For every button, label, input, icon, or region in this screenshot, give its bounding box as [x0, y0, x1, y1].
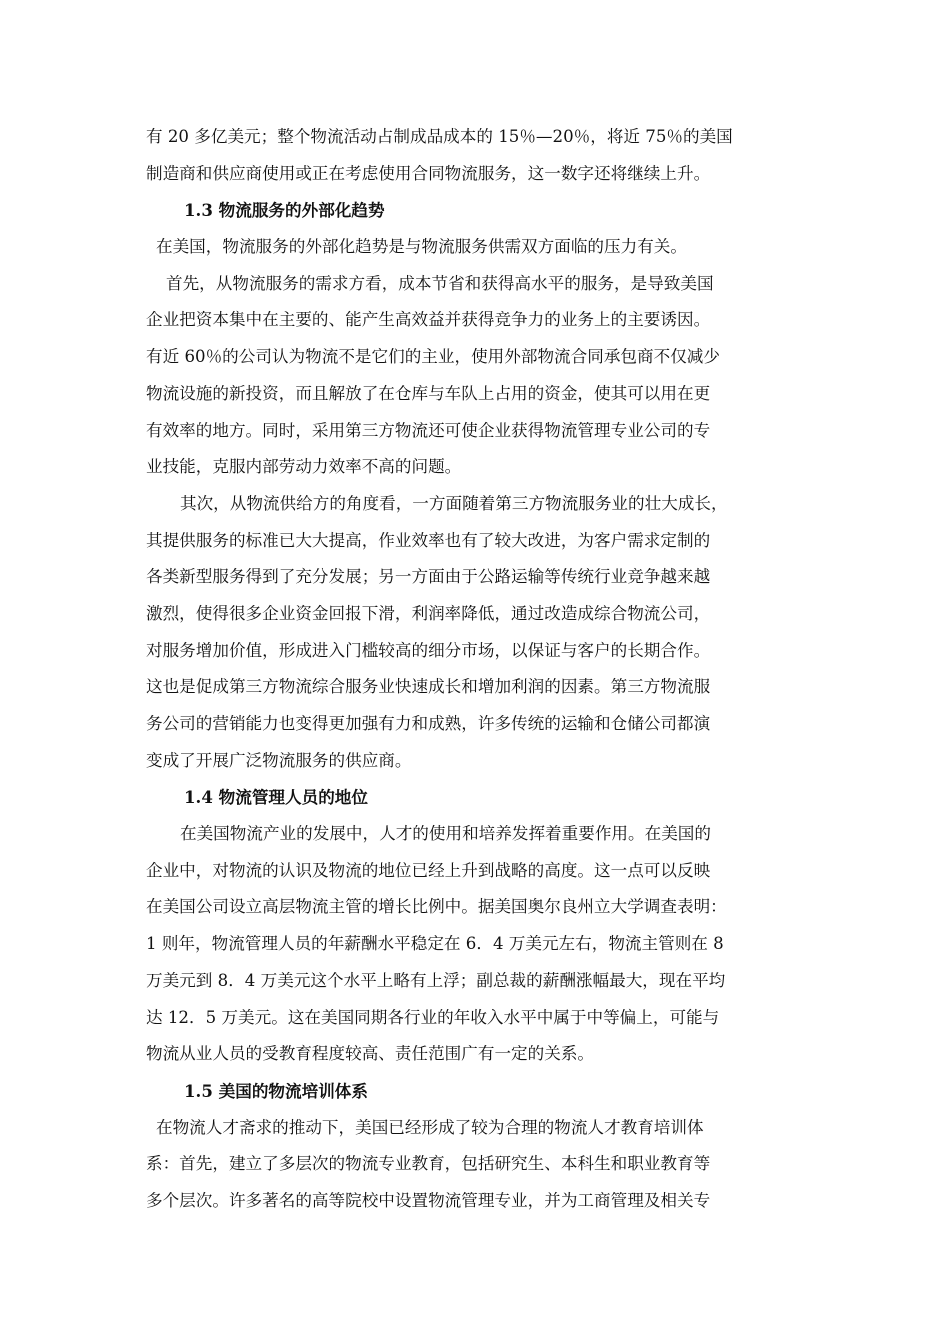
body-line: 其次，从物流供给方的角度看，一方面随着第三方物流服务业的壮大成长，: [180, 493, 728, 513]
body-line: 1 则年，物流管理人员的年薪酬水平稳定在 6．4 万美元左右，物流主管则在 8: [146, 934, 724, 954]
body-line: 多个层次。许多著名的高等院校中设置物流管理专业，并为工商管理及相关专: [146, 1190, 711, 1210]
body-line: 对服务增加价值，形成进入门槛较高的细分市场，以保证与客户的长期合作。: [146, 640, 711, 660]
section-heading-1-3: 1.3 物流服务的外部化趋势: [184, 200, 385, 221]
body-line: 各类新型服务得到了充分发展；另一方面由于公路运输等传统行业竞争越来越: [146, 567, 711, 587]
body-line: 系：首先，建立了多层次的物流专业教育，包括研究生、本科生和职业教育等: [146, 1154, 711, 1174]
body-line: 在物流人才斋求的推动下，美国已经形成了较为合理的物流人才教育培训体: [156, 1117, 704, 1137]
body-line: 首先，从物流服务的需求方看，成本节省和获得高水平的服务，是导致美国: [166, 273, 714, 293]
body-line: 有效率的地方。同时，采用第三方物流还可使企业获得物流管理专业公司的专: [146, 420, 711, 440]
body-line: 在美国物流产业的发展中，人才的使用和培养发挥着重要作用。在美国的: [180, 824, 711, 844]
body-line: 企业中，对物流的认识及物流的地位已经上升到战略的高度。这一点可以反映: [146, 860, 711, 880]
body-line: 这也是促成第三方物流综合服务业快速成长和增加利润的因素。第三方物流服: [146, 677, 711, 697]
body-line: 达 12．5 万美元。这在美国同期各行业的年收入水平中属于中等偏上，可能与: [146, 1007, 720, 1027]
body-line: 物流设施的新投资，而且解放了在仓库与车队上占用的资金，使其可以用在更: [146, 383, 711, 403]
section-heading-1-4: 1.4 物流管理人员的地位: [184, 787, 368, 808]
body-line: 激烈，使得很多企业资金回报下滑，利润率降低，通过改造成综合物流公司，: [146, 603, 711, 623]
document-page: [146, 119, 816, 1220]
body-line: 其提供服务的标准已大大提高，作业效率也有了较大改进，为客户需求定制的: [146, 530, 711, 550]
body-line: 企业把资本集中在主要的、能产生高效益并获得竞争力的业务上的主要诱因。: [146, 310, 711, 330]
section-heading-1-5: 1.5 美国的物流培训体系: [184, 1080, 368, 1101]
body-line: 变成了开展广泛物流服务的供应商。: [146, 750, 412, 770]
body-line: 有近 60％的公司认为物流不是它们的主业，使用外部物流合同承包商不仅减少: [146, 347, 720, 367]
body-line: 务公司的营销能力也变得更加强有力和成熟，许多传统的运输和仓储公司都演: [146, 714, 711, 733]
body-line: 物流从业人员的受教育程度较高、责任范围广有一定的关系。: [146, 1044, 595, 1064]
body-line: 有 20 多亿美元；整个物流活动占制成品成本的 15％—20％，将近 75％的美国: [146, 127, 733, 146]
body-line: 制造商和供应商使用或正在考虑使用合同物流服务，这一数字还将继续上升。: [146, 163, 711, 183]
body-line: 在美国公司设立高层物流主管的增长比例中。据美国奥尔良州立大学调查表明：: [146, 897, 727, 917]
body-line: 万美元到 8．4 万美元这个水平上略有上浮；副总裁的薪酬涨幅最大，现在平均: [146, 970, 726, 990]
body-line: 业技能，克服内部劳动力效率不高的问题。: [146, 457, 462, 477]
body-line: 在美国，物流服务的外部化趋势是与物流服务供需双方面临的压力有关。: [156, 237, 687, 257]
